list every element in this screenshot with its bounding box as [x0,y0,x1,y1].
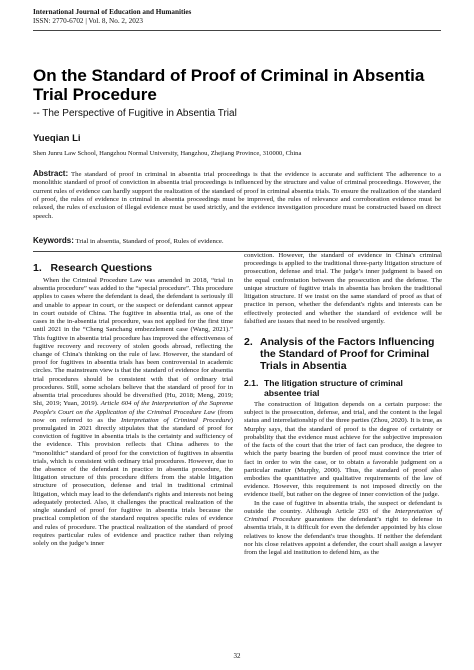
paper-subtitle: -- The Perspective of Fugitive in Absentia Trial [33,108,237,119]
journal-name: International Journal of Education and Humanities [33,8,192,16]
abstract-label: Abstract: [33,169,69,178]
section-heading [244,336,442,372]
text-run: ) promulgated in 2021 directly stipulates that the standard of proof for conviction of fugitive in absentia trials is the certainty and sufficiency of the evidence. This provision reflects that China adheres to the “monolithic” standard of proof for the conviction of fugitives in absentia trials, which is consistent with ordinary trial procedures. However, due to the absence of the defendant in practice in absentia procedure, the litigation structure of this procedure differs from the stable litigation structure of prosecution, defense and trial in traditional criminal litigation, which may lead to the defendant's rights and interests not being adequately protected. Also, it challenges the practical realization of the single standard of proof for fugitive in absentia trials because the practical completion of the standard requires specific rules of evidence and rules of procedure. The practical realization of the standard of proof requires particular rules of evidence and practice rather than relying solely on the judge’s inner [33,416,233,547]
section-title: Analysis of the Factors Influencing the Standard of Proof for Criminal Trials in Absentia [260,336,435,372]
text-run: In the case of fugitive in absentia trials, the suspect or defendant is outside the country. Although Article 293 of the [244,499,442,515]
keywords [33,236,441,245]
abstract [33,170,441,221]
subsection-heading [244,378,442,398]
italic-citation: Interpretation of Criminal Procedure [120,416,231,424]
keywords-text: Trial in absentia, Standard of proof, Rules of evidence. [75,238,224,245]
right-column-bottom [244,401,442,557]
section-number: 1. [33,262,42,274]
journal-issn: ISSN: 2770-6702 | Vol. 8, No. 2, 2023 [33,17,143,25]
page-number: 32 [233,652,241,660]
section-title: Research Questions [50,262,153,274]
journal-header [33,8,191,26]
text-run: (from now on referred to as the [33,408,233,424]
subsection-title: The litigation structure of criminal absentee trial [264,378,403,398]
text-run: When the Criminal Procedure Law was amended in 2018, “trial in absentia procedure” was added to the “special procedure”. This procedure applies to cases where the defendant is dead, the defendant is seriously ill and unable to appear in court, or the suspect or defendant cannot appear in court outside of China. The fugitive in absentia trial, as one of the cases in the in-absentia trial procedure, was not applied for the first time until 2021 in the “Cheng Sanchang embezzlement case (Wang, 2021).” This fugitive in absentia trial procedure has improved the effectiveness of fugitive recovery and recovery of stolen goods abroad, reflecting the change of China's thinking on the rule of law. However, the standard of proof for fugitives in absentia trials has been controversial in academic circles. The mainstream view is that the standard of evidence for absentia trial procedures should be consistent with that of ordinary trial procedures. Still, some scholars believe that the standard of proof for in absentia trial procedures should be diversified (Hu, 2018; Meng, 2019; Shi, 2019; Yuan, 2019). [33,277,233,408]
text-run: guarantees the defendant’s right to defense in absentia trials, it is difficult for even the defender appointed by his close relatives to know the defendant's true thoughts. If neither the defendant nor his close relatives appoint a defender, the court shall assign a lawyer from the legal aid institution to defend him, as the [244,516,442,556]
section-heading [33,262,152,274]
right-column-top [244,252,442,326]
keywords-label: Keywords: [33,236,74,245]
body-paragraph: conviction. However, the standard of evidence in China's criminal proceedings is applied to the traditional three-party litigation structure of prosecution, defense and trial. The judge’s inner judgment is based on the equal confrontation between the prosecution and the defense. The unique structure of fugitive trials in absentia has broken the traditional litigation structure. If we insist on the same standard of proof as that of practice in person, whether the defendant's rights and interests can be effectively protected and whether the standard of evidence will be falsified are issues that need to be resolved urgently. [244,252,442,325]
italic-citation: Interpretation of Criminal Procedure [244,507,442,524]
header-rule [33,30,441,31]
abstract-text: The standard of proof in criminal in absentia trial proceedings is that the evidence is accurate and sufficient The adherence to a monolithic standard of proof of conviction in absentia trial proceedings is influenced by the structure and value of criminal proceedings. However, the current rules of evidence can hardly support the realization of the standard of proof in criminal absentia trials. To ensure the realization of the standard of proof, the rules of evidence in criminal in absentia proceedings must be improved, the rules of relevance and corroboration evidence must be relaxed, the rules of exclusion of illegal evidence must be used strictly, and the evidence investigation procedure must be constructed based on direct speech. [33,171,441,220]
left-column [33,277,233,548]
italic-citation: Article 604 of the Interpretation of the Supreme People's Court on the Application of the Criminal Procedure Law [33,400,233,416]
section-number: 2. [244,336,253,348]
paper-title: On the Standard of Proof of Criminal in Absentia Trial Procedure [33,66,425,104]
author-name: Yueqian Li [33,133,81,144]
body-paragraph: The construction of litigation depends on a certain purpose: the subject is the prosecution, defense, and trial, and the content is the legal status and interrelationship of the three parties (Zhou, 2020). It is true, as Murphy says, that the standard of proof is the degree of certainty or probability that the evidence must achieve for the subjective impression of the facts of the court that the trier of fact can produce, the degree to which the party bearing the burden of proof must convince the trier of fact in order to win the case, or to obtain a favorable judgment on a particular matter (Murphy, 2000). Thus, the standard of proof also embodies the quantitative and qualitative requirements of the law of evidence. However, this requirement is not imposed directly on the evidence itself, but rather on the degree of inner conviction of the judge. [244,401,442,499]
subsection-number: 2.1. [244,378,259,388]
author-affiliation: Shen Junru Law School, Hangzhou Normal University, Hangzhou, Zhejiang Province, 310000, China [33,150,302,157]
body-paragraph [33,277,233,548]
body-paragraph [244,500,442,558]
